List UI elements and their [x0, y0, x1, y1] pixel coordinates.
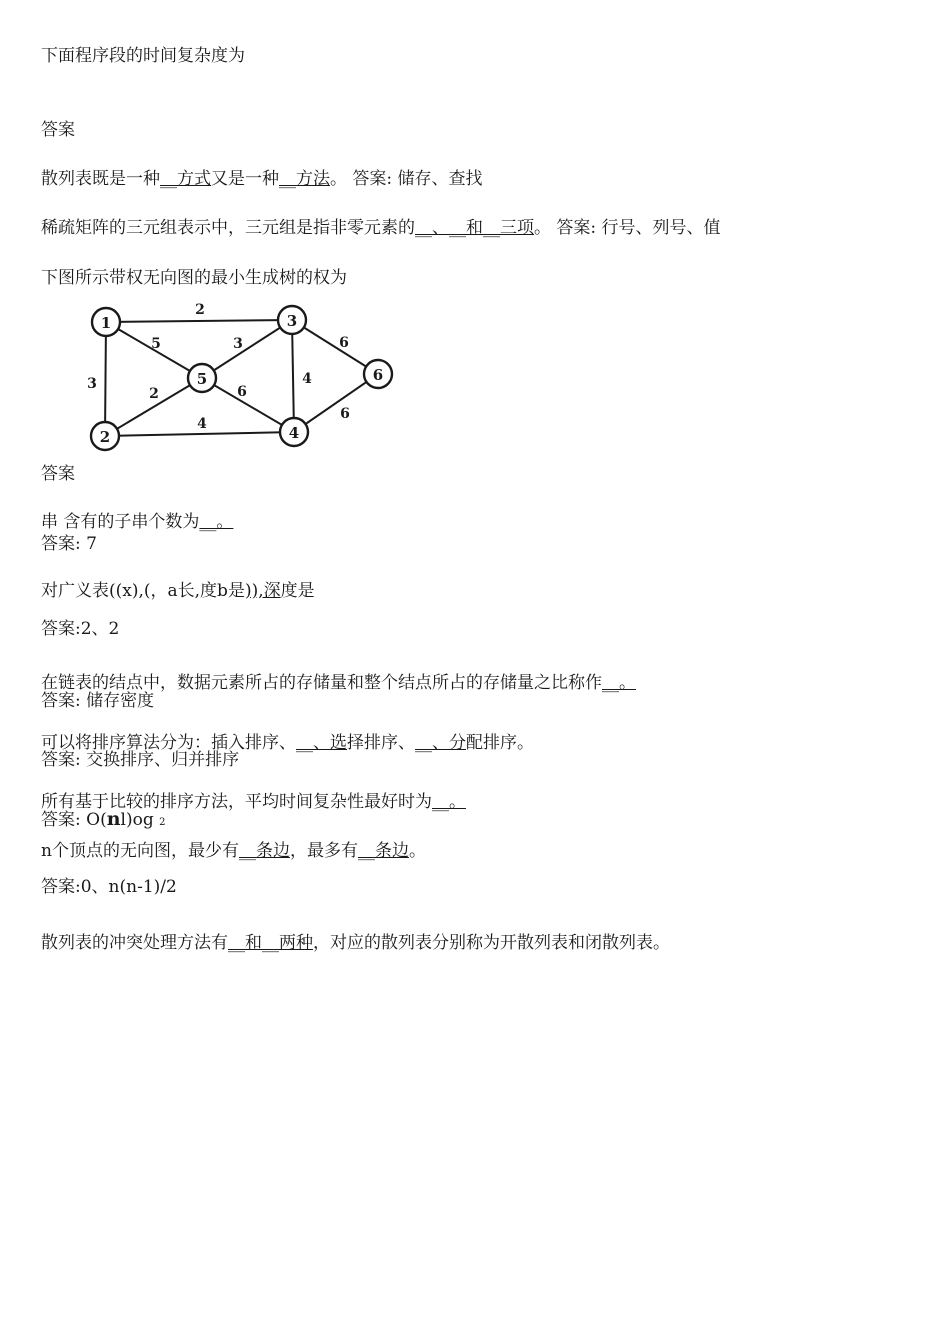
blank: __、分: [415, 733, 466, 753]
graph-edge-5-4: [202, 378, 294, 432]
answer-7: [41, 691, 154, 711]
question-text: 度是: [280, 581, 315, 601]
blank: __。: [199, 512, 234, 532]
question-text: 所有基于比较的排序方法，平均时间复杂性最好时为: [41, 792, 432, 812]
question-text: 下面程序段的时间复杂度为: [41, 46, 245, 66]
question-text: 在链表的结点中，数据元素所占的存储量和整个结点所占的存储量之比称作: [41, 673, 602, 693]
blank: __、__和__三项: [415, 218, 534, 238]
question-1: [41, 46, 245, 66]
question-6: [41, 581, 315, 601]
weighted-graph-figure: [80, 298, 410, 458]
answer-text: 。 答案: 储存、查找: [330, 169, 483, 189]
edge-weight-label: 4: [302, 371, 312, 387]
answer-1: [41, 120, 75, 140]
answer-text: 答案: 交换排序、归并排序: [41, 750, 240, 770]
question-text: 稀疏矩阵的三元组表示中，三元组是指非零元素的: [41, 218, 415, 238]
answer-9: [41, 809, 166, 833]
question-4: [41, 268, 347, 288]
question-2: [41, 169, 483, 189]
edge-weight-label: 4: [197, 416, 207, 432]
answer-4: [41, 464, 75, 484]
question-text: 串 含有的子串个数为: [41, 512, 200, 532]
blank: __两种: [262, 933, 313, 953]
question-text: n个顶点的无向图，最少有: [41, 841, 239, 861]
edge-weight-label: 6: [340, 406, 350, 422]
edge-weight-label: 3: [233, 336, 243, 352]
graph-edge-3-4: [292, 320, 294, 432]
node-label: 5: [196, 370, 208, 388]
node-label: 1: [100, 314, 112, 332]
blank: __方法: [279, 169, 330, 189]
node-label: 4: [288, 424, 300, 442]
question-text: 择排序、: [347, 733, 415, 753]
answer-text: 答案: [41, 464, 75, 484]
answer-text: 。 答案: 行号、列号、值: [534, 218, 721, 238]
question-text: 。: [408, 841, 426, 861]
edge-weight-label: 2: [195, 302, 205, 318]
blank: __条边: [238, 841, 290, 861]
blank: __方式: [160, 169, 211, 189]
blank: __。: [602, 673, 636, 693]
question-7: [41, 673, 636, 693]
blank: __和: [228, 933, 262, 953]
answer-6: [41, 619, 119, 639]
answer-text: 答案: [41, 120, 75, 140]
answer-5: [41, 534, 97, 554]
blank: __、选: [296, 733, 347, 753]
question-text: 散列表既是一种: [41, 169, 160, 189]
question-11: [41, 933, 670, 953]
answer-text: 答案: 储存密度: [41, 691, 155, 711]
node-label: 2: [99, 428, 111, 446]
subscript: 2: [159, 817, 166, 828]
question-text: 对广义表((x),(，a长,度b是: [41, 581, 245, 601]
answer-text: n: [106, 808, 121, 830]
question-text: 下图所示带权无向图的最小生成树的权为: [41, 268, 347, 288]
graph-edge-1-2: [105, 322, 106, 436]
node-label: 6: [372, 366, 384, 384]
question-text: 又是一种: [211, 169, 279, 189]
graph-edge-3-5: [202, 320, 292, 378]
question-5: [41, 512, 233, 532]
edge-weight-label: 3: [87, 376, 97, 392]
answer-10: [41, 877, 177, 897]
graph-edge-3-6: [292, 320, 378, 374]
edge-weight-label: 6: [237, 384, 247, 400]
question-3: [41, 218, 721, 238]
question-text: 可以将排序算法分为：插入排序、: [41, 733, 296, 753]
blank: )),深: [244, 581, 281, 601]
edge-weight-label: 6: [339, 335, 349, 351]
edge-weight-label: 2: [149, 386, 159, 402]
answer-text: 答案: O(: [41, 810, 107, 830]
blank: __条边: [357, 841, 409, 861]
graph-edge-2-4: [105, 432, 294, 436]
question-text: 配排序。: [466, 733, 534, 753]
question-text: 散列表的冲突处理方法有: [41, 933, 228, 953]
node-label: 3: [286, 312, 298, 330]
question-10: [41, 841, 426, 861]
answer-text: l)og: [120, 810, 154, 830]
graph-edge-1-3: [106, 320, 292, 322]
question-text: ，对应的散列表分别称为开散列表和闭散列表。: [313, 933, 670, 953]
question-text: ，最多有: [289, 841, 358, 861]
answer-text: 答案:0、n(n-1)/2: [41, 877, 177, 897]
answer-text: 答案: 7: [41, 534, 97, 554]
blank: __。: [432, 792, 466, 812]
edge-weight-label: 5: [151, 336, 161, 352]
answer-8: [41, 750, 239, 770]
answer-text: 答案:2、2: [41, 619, 120, 639]
